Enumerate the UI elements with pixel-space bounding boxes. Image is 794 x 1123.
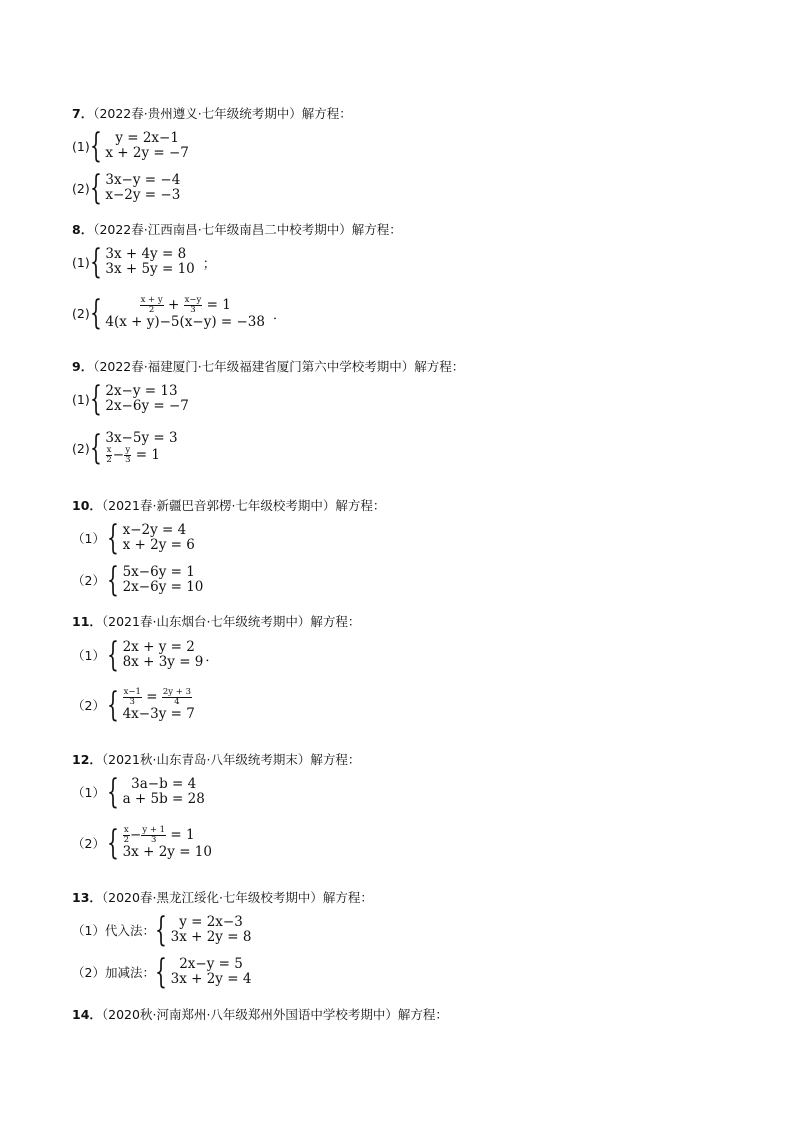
equation: 3x + 2y = 4 bbox=[170, 971, 252, 987]
equation: $\frac{x-1}{3}$ = $\frac{2y + 3}{4}$ bbox=[123, 687, 191, 707]
q7-part-1 bbox=[72, 126, 189, 166]
equation: $\frac{x}{2}$ − $\frac{y + 1}{3}$ = 1 bbox=[123, 825, 195, 845]
fraction: $\frac{y}{3}$ bbox=[125, 445, 131, 465]
part-label: (1) bbox=[72, 254, 90, 270]
part-label: (2) bbox=[72, 180, 90, 196]
question-source: （2022春·江西南昌·七年级南昌二中校考期中）解方程： bbox=[93, 222, 402, 237]
equation: 2x−6y = −7 bbox=[105, 398, 189, 414]
question-number: 8． bbox=[72, 222, 94, 237]
q9-part-2 bbox=[72, 428, 178, 468]
fraction: $\frac{x-y}{3}$ bbox=[184, 295, 202, 315]
q11-part-1 bbox=[72, 635, 219, 675]
question-number: 14． bbox=[72, 1007, 102, 1022]
question-11-heading bbox=[72, 612, 360, 630]
equation-system bbox=[105, 384, 189, 414]
punctuation: ； bbox=[202, 256, 216, 272]
equation: 2x−6y = 10 bbox=[122, 579, 204, 595]
equation: 2x−y = 5 bbox=[179, 956, 243, 972]
system-brace: { bbox=[106, 518, 119, 558]
question-12-heading bbox=[72, 750, 360, 768]
equation-system bbox=[105, 431, 177, 465]
system-brace: { bbox=[106, 823, 119, 863]
fraction: $\frac{2y + 3}{4}$ bbox=[162, 687, 191, 707]
question-9-heading bbox=[72, 357, 464, 375]
equation: x + 2y = −7 bbox=[105, 145, 189, 161]
system-brace: { bbox=[106, 685, 119, 725]
question-number: 11． bbox=[72, 614, 102, 629]
system-brace: { bbox=[89, 293, 102, 333]
equation: 8x + 3y = 9 bbox=[122, 654, 204, 670]
q11-part-2 bbox=[72, 685, 195, 725]
question-source: （2022春·福建厦门·七年级福建省厦门第六中学校考期中）解方程： bbox=[93, 359, 465, 374]
q12-part-1 bbox=[72, 772, 205, 812]
system-brace: { bbox=[89, 379, 102, 419]
q13-part-1 bbox=[72, 910, 252, 950]
fraction: $\frac{x}{2}$ bbox=[106, 445, 112, 465]
equation: y = 2x−1 bbox=[115, 130, 179, 146]
q12-part-2 bbox=[72, 823, 212, 863]
question-10-heading bbox=[72, 496, 385, 514]
question-number: 13． bbox=[72, 890, 102, 905]
question-number: 10． bbox=[72, 498, 102, 513]
question-source: （2021春·山东烟台·七年级统考期中）解方程： bbox=[101, 614, 361, 629]
equation: a + 5b = 28 bbox=[122, 791, 205, 807]
equation-system bbox=[123, 523, 195, 553]
q10-part-2 bbox=[72, 560, 204, 600]
part-label: （1）代入法： bbox=[72, 923, 155, 938]
equation-system bbox=[105, 296, 265, 330]
q10-part-1 bbox=[72, 518, 195, 558]
equation-system bbox=[105, 173, 180, 203]
part-label: （2） bbox=[72, 836, 105, 851]
question-8-heading bbox=[72, 220, 402, 238]
question-source: （2020秋·河南郑州·八年级郑州外国语中学校考期中）解方程： bbox=[101, 1007, 448, 1022]
equation-system bbox=[123, 777, 205, 807]
q8-part-1 bbox=[72, 242, 216, 282]
system-brace: { bbox=[89, 242, 102, 282]
part-label: （2） bbox=[72, 698, 105, 713]
equation: 3x + 4y = 8 bbox=[105, 246, 187, 262]
fraction: $\frac{y + 1}{3}$ bbox=[142, 825, 166, 845]
question-number: 12． bbox=[72, 752, 102, 767]
system-brace: { bbox=[154, 952, 167, 992]
q8-part-2 bbox=[72, 293, 287, 333]
equation-system bbox=[171, 915, 252, 945]
part-label: （1） bbox=[72, 785, 105, 800]
equation: 4x−3y = 7 bbox=[122, 706, 195, 722]
equation: 5x−6y = 1 bbox=[122, 564, 195, 580]
equation: $\frac{x}{2}$ − $\frac{y}{3}$ = 1 bbox=[106, 445, 160, 465]
equation: y = 2x−3 bbox=[179, 914, 243, 930]
q7-part-2 bbox=[72, 168, 181, 208]
part-label: （1） bbox=[72, 531, 105, 546]
equation-system bbox=[105, 131, 189, 161]
system-brace: { bbox=[89, 428, 102, 468]
fraction: $\frac{x}{2}$ bbox=[123, 825, 130, 845]
system-brace: { bbox=[106, 560, 119, 600]
question-number: 9． bbox=[72, 359, 94, 374]
equation-system bbox=[123, 565, 204, 595]
equation: 2x−y = 13 bbox=[105, 383, 178, 399]
system-brace: { bbox=[154, 910, 167, 950]
q13-part-2 bbox=[72, 952, 252, 992]
equation: 3x + 2y = 10 bbox=[122, 844, 212, 860]
part-label: (1) bbox=[72, 138, 90, 154]
part-label: （1） bbox=[72, 648, 105, 663]
equation: 3a−b = 4 bbox=[131, 776, 197, 792]
fraction: $\frac{x + y}{2}$ bbox=[140, 295, 163, 315]
equation: 2x + y = 2 bbox=[122, 639, 195, 655]
part-label: (2) bbox=[72, 305, 90, 321]
punctuation: ． bbox=[205, 649, 219, 665]
equation-system bbox=[123, 640, 204, 670]
equation-system bbox=[123, 826, 212, 860]
question-14-heading bbox=[72, 1005, 448, 1023]
question-source: （2021春·新疆巴音郭楞·七年级校考期中）解方程： bbox=[101, 498, 386, 513]
part-label: (1) bbox=[72, 391, 90, 407]
equation: x + 2y = 6 bbox=[122, 537, 195, 553]
equation: 3x + 5y = 10 bbox=[105, 261, 195, 277]
question-number: 7． bbox=[72, 106, 94, 121]
question-source: （2020春·黑龙江绥化·七年级校考期中）解方程： bbox=[101, 890, 373, 905]
system-brace: { bbox=[106, 772, 119, 812]
equation-system bbox=[105, 247, 194, 277]
equation: $\frac{x + y}{2}$ + $\frac{x-y}{3}$ = 1 bbox=[140, 295, 231, 315]
part-label: （2）加减法： bbox=[72, 965, 155, 980]
equation: x−2y = 4 bbox=[122, 522, 187, 538]
punctuation: ． bbox=[273, 307, 287, 323]
equation: 3x−y = −4 bbox=[105, 172, 181, 188]
question-13-heading bbox=[72, 888, 373, 906]
equation-system bbox=[123, 688, 195, 722]
equation: x−2y = −3 bbox=[105, 187, 181, 203]
q9-part-1 bbox=[72, 379, 189, 419]
fraction: $\frac{x-1}{3}$ bbox=[123, 687, 141, 707]
question-source: （2021秋·山东青岛·八年级统考期末）解方程： bbox=[101, 752, 361, 767]
equation: 4(x + y)−5(x−y) = −38 bbox=[105, 314, 265, 330]
equation: 3x−5y = 3 bbox=[105, 430, 178, 446]
system-brace: { bbox=[106, 635, 119, 675]
equation-system bbox=[171, 957, 252, 987]
equation: 3x + 2y = 8 bbox=[170, 929, 252, 945]
part-label: （2） bbox=[72, 573, 105, 588]
part-label: (2) bbox=[72, 440, 90, 456]
system-brace: { bbox=[89, 168, 102, 208]
question-7-heading bbox=[72, 104, 352, 122]
system-brace: { bbox=[89, 126, 102, 166]
question-source: （2022春·贵州遵义·七年级统考期中）解方程： bbox=[93, 106, 352, 121]
